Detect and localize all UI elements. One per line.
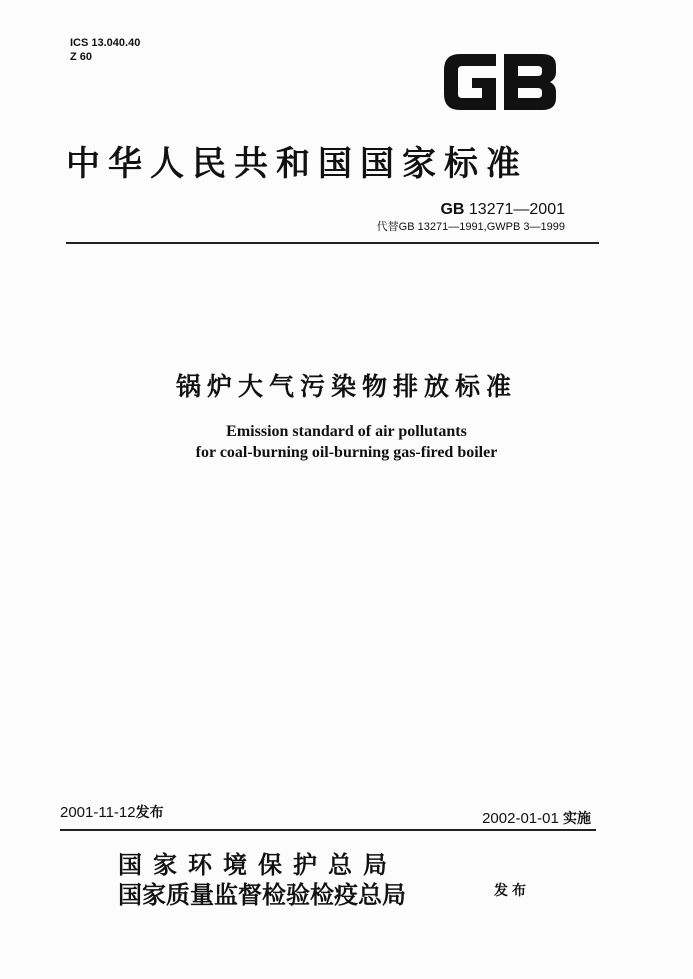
z-code: Z 60: [70, 51, 93, 63]
issue-date-suffix: 发布: [135, 804, 164, 820]
gb-national-standard-logo: [438, 46, 562, 118]
issuer-org-2: 国家质量监督检验检疫总局: [118, 880, 406, 909]
issuer-issue-word: 发布: [494, 883, 530, 899]
english-title-line-1: Emission standard of air pollutants: [226, 423, 467, 440]
footer-divider: [60, 829, 596, 831]
replaces-note: 代替GB 13271—1991,GWPB 3—1999: [376, 221, 565, 233]
implementation-date: [482, 808, 591, 828]
standard-code: [440, 201, 565, 219]
issuer-org-1: 国家环境保护总局: [118, 850, 398, 879]
classification-codes: [70, 36, 140, 64]
standard-code-prefix: GB: [440, 201, 465, 218]
issue-date: [60, 802, 164, 822]
document-title-chinese: 锅炉大气污染物排放标准: [175, 372, 517, 401]
header-divider: [66, 242, 599, 244]
english-title-line-2: for coal-burning oil-burning gas-fired boiler: [195, 444, 498, 461]
standard-code-number: 13271—2001: [468, 201, 565, 218]
ics-code: ICS 13.040.40: [70, 37, 141, 49]
issuing-organizations: [118, 850, 406, 910]
national-standard-title: 中华人民共和国国家标准: [66, 144, 528, 184]
issue-date-value: 2001-11-12: [60, 804, 136, 821]
document-title-english: [0, 421, 693, 463]
implementation-date-value: 2002-01-01: [482, 810, 559, 827]
implementation-date-suffix: 实施: [563, 810, 591, 826]
